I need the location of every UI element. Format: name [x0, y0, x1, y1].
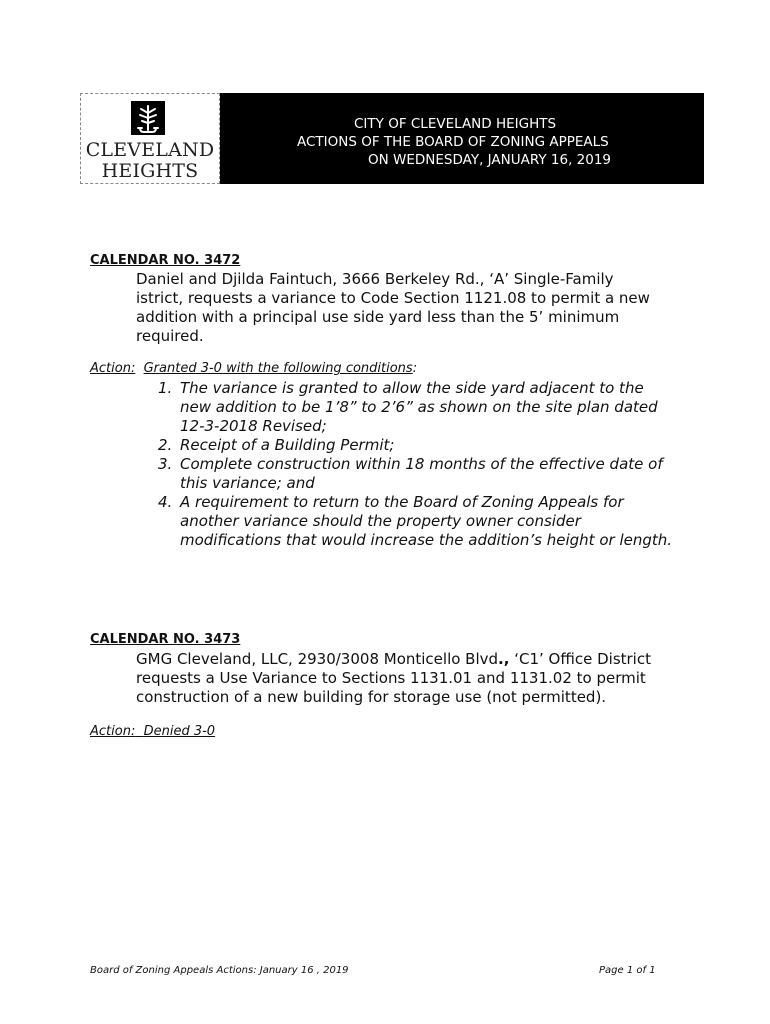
calendar-heading: CALENDAR NO. 3472 — [90, 253, 241, 268]
description-line: construction of a new building for storage use (not permitted). — [136, 688, 607, 706]
action-result: Denied 3-0 — [143, 724, 216, 739]
action-colon: : — [412, 361, 418, 376]
condition-line: The variance is granted to allow the side yard adjacent to the — [180, 379, 644, 397]
condition-item — [158, 436, 672, 455]
description-line: requests a Use Variance to Sections 1131.01 and 1131.02 to permit — [136, 669, 646, 687]
condition-number: 3. — [158, 455, 173, 473]
applicant-text: GMG Cleveland, LLC, 2930/3008 Monticello Blvd — [136, 650, 499, 668]
district-text: ‘C1’ Office District — [509, 650, 651, 668]
action-label: Action: — [90, 361, 136, 376]
page-number: Page 1 of 1 — [599, 965, 656, 976]
condition-line: Receipt of a Building Permit; — [180, 436, 395, 454]
condition-line: 12-3-2018 Revised; — [180, 417, 327, 435]
logo-wordmark-line1: CLEVELAND — [85, 139, 215, 161]
footer-title: Board of Zoning Appeals Actions: January 16 , 2019 — [90, 965, 349, 976]
condition-line: modifications that would increase the addition’s height or length. — [180, 531, 673, 549]
action-line — [90, 724, 215, 739]
description-line: Daniel and Djilda Faintuch, 3666 Berkeley Rd., ‘A’ Single-Family — [136, 270, 614, 288]
description-line: addition with a principal use side yard less than the 5’ minimum — [136, 308, 620, 326]
description-line: required. — [136, 327, 204, 345]
calendar-heading: CALENDAR NO. 3473 — [90, 632, 241, 647]
condition-line: Complete construction within 18 months of the effective date of — [180, 455, 663, 473]
conditions-list — [158, 379, 672, 550]
action-line — [90, 361, 417, 376]
city-logo — [80, 93, 220, 184]
title-banner — [220, 93, 704, 184]
title-date: ON WEDNESDAY, JANUARY 16, 2019 — [368, 152, 612, 168]
logo-wordmark-line2: HEIGHTS — [101, 160, 199, 182]
title-city: CITY OF CLEVELAND HEIGHTS — [354, 116, 557, 132]
condition-number: 4. — [158, 493, 173, 511]
tree-icon — [131, 101, 165, 135]
condition-number: 1. — [158, 379, 173, 397]
description-line — [136, 650, 651, 669]
condition-line: this variance; and — [180, 474, 315, 492]
condition-item — [158, 493, 672, 550]
condition-line: another variance should the property owner consider — [180, 512, 581, 530]
action-label: Action: — [90, 724, 136, 739]
condition-number: 2. — [158, 436, 173, 454]
title-board: ACTIONS OF THE BOARD OF ZONING APPEALS — [297, 134, 609, 150]
calendar-description — [136, 650, 651, 707]
calendar-description — [136, 270, 650, 346]
condition-line: A requirement to return to the Board of Zoning Appeals for — [180, 493, 624, 511]
action-result: Granted 3-0 with the following conditions — [143, 361, 413, 376]
condition-item — [158, 455, 672, 493]
description-line: istrict, requests a variance to Code Section 1121.08 to permit a new — [136, 289, 650, 307]
condition-item — [158, 379, 672, 436]
condition-line: new addition to be 1’8” to 2’6” as shown on the site plan dated — [180, 398, 658, 416]
applicant-punct: ., — [498, 650, 510, 668]
document-header — [80, 93, 704, 184]
